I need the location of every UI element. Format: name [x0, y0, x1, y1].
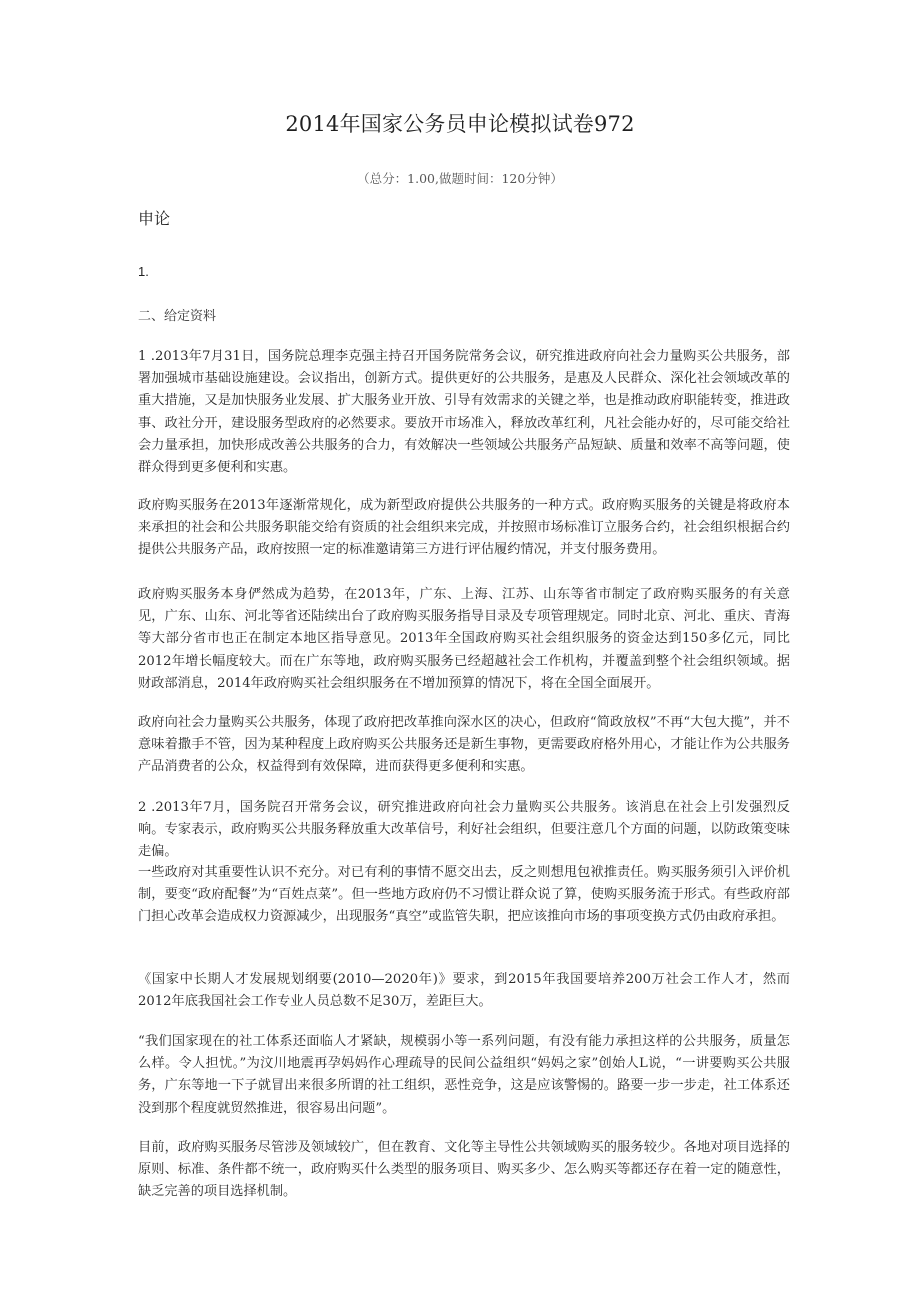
- section-heading: 申论: [138, 209, 171, 228]
- paragraph-4: 政府向社会力量购买公共服务，体现了政府把改革推向深水区的决心，但政府“简政放权”不再“大包大揽”，并不意味着撒手不管，因为某种程度上政府购买公共服务还是新生事物，更需要政府格外用心，才能让作为公共服务产品消费者的公众，权益得到有效保障，进而获得更多便利和实惠。: [138, 715, 790, 775]
- document-title: 2014年国家公务员申论模拟试卷972: [285, 112, 635, 136]
- paragraph-8: “我们国家现在的社工体系还面临人才紧缺，规模弱小等一系列问题，有没有能力承担这样的公共服务，质量怎么样。令人担忧。”为汶川地震再孕妈妈作心理疏导的民间公益组织“妈妈之家”创始人L说，“一讲要购买公共服务，广东等地一下子就冒出来很多所谓的社工组织，恶性竞争，这是应该警惕的。路要一步一步走，社工体系还没到那个程度就贸然推进，很容易出问题”。: [138, 1034, 790, 1116]
- paragraph-3: 政府购买服务本身俨然成为趋势，在2013年，广东、上海、江苏、山东等省市制定了政府购买服务的有关意见，广东、山东、河北等省还陆续出台了政府购买服务指导目录及专项管理规定。同时北京、河北、重庆、青海等大部分省市也正在制定本地区指导意见。2013年全国政府购买社会组织服务的资金达到150多亿元，同比2012年增长幅度较大。而在广东等地，政府购买服务已经超越社会工作机构，并覆盖到整个社会组织领域。据财政部消息，2014年政府购买社会组织服务在不增加预算的情况下，将在全国全面展开。: [138, 587, 790, 691]
- exam-meta: （总分：1.00,做题时间：120分钟）: [357, 171, 563, 186]
- paragraph-1: 1 .2013年7月31日，国务院总理李克强主持召开国务院常务会议，研究推进政府向社会力量购买公共服务，部署加强城市基础设施建设。会议指出，创新方式。提供更好的公共服务，是惠及人民群众、深化社会领域改革的重大措施，又是加快服务业发展、扩大服务业开放、引导有效需求的关键之举，也是推动政府职能转变，推进政事、政社分开，建设服务型政府的必然要求。要放开市场准入，释放改革红利，凡社会能办好的，尽可能交给社会力量承担，加快形成改善公共服务的合力，有效解决一些领域公共服务产品短缺、质量和效率不高等问题，使群众得到更多便利和实惠。: [138, 349, 790, 476]
- paragraph-7: 《国家中长期人才发展规划纲要(2010—2020年)》要求，到2015年我国要培养200万社会工作人才，然而2012年底我国社会工作专业人员总数不足30万，差距巨大。: [138, 972, 790, 1010]
- subheading: 二、给定资料: [138, 309, 217, 324]
- question-number: 1.: [138, 264, 149, 279]
- paragraph-9: 目前，政府购买服务尽管涉及领域较广，但在教育、文化等主导性公共领域购买的服务较少。各地对项目选择的原则、标准、条件都不统一，政府购买什么类型的服务项目、购买多少、怎么购买等都还存在着一定的随意性，缺乏完善的项目选择机制。: [138, 1140, 790, 1200]
- paragraph-6: 一些政府对其重要性认识不充分。对已有利的事情不愿交出去，反之则想甩包袱推责任。购买服务须引入评价机制，要变“政府配餐”为“百姓点菜”。但一些地方政府仍不习惯让群众说了算，使购买服务流于形式。有些政府部门担心改革会造成权力资源减少，出现服务“真空”或监管失职，把应该推向市场的事项变换方式仍由政府承担。: [138, 865, 790, 925]
- paragraph-5: 2 .2013年7月，国务院召开常务会议，研究推进政府向社会力量购买公共服务。该消息在社会上引发强烈反响。专家表示，政府购买公共服务释放重大改革信号，利好社会组织，但要注意几个方面的问题，以防政策变味走偏。: [138, 800, 790, 860]
- paragraph-2: 政府购买服务在2013年逐渐常规化，成为新型政府提供公共服务的一种方式。政府购买服务的关键是将政府本来承担的社会和公共服务职能交给有资质的社会组织来完成，并按照市场标准订立服务合约，社会组织根据合约提供公共服务产品，政府按照一定的标准邀请第三方进行评估履约情况，并支付服务费用。: [138, 498, 790, 558]
